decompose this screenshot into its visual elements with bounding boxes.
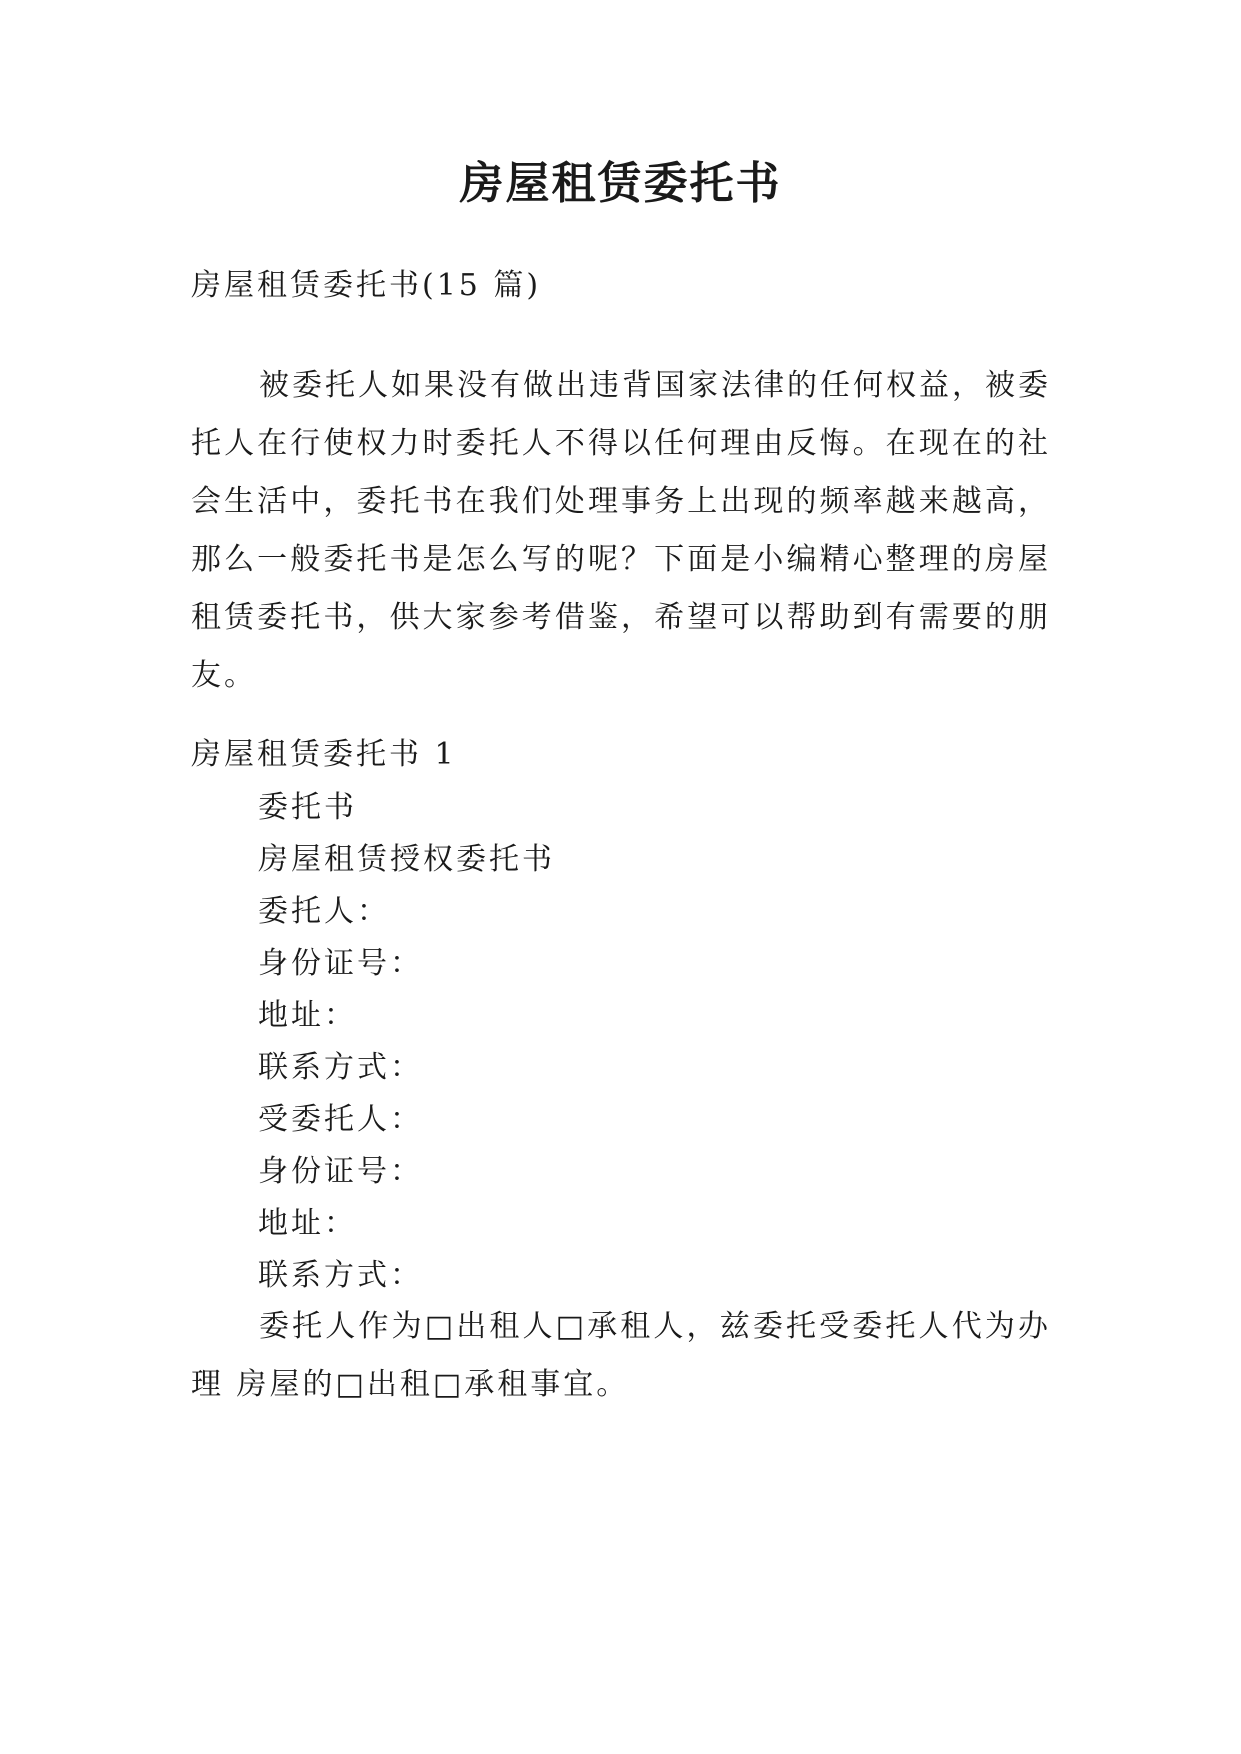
body-line-5: 地址： (258, 998, 357, 1033)
body-line-1: 委托书 (258, 790, 357, 825)
intro-paragraph: 被委托人如果没有做出违背国家法律的任何权益，被委托人在行使权力时委托人不得以任何理由反悔。在现在的社会生活中，委托书在我们处理事务上出现的频率越来越高，那么一般委托书是怎么写的呢？下面是小编精心整理的房屋租赁委托书，供大家参考借鉴，希望可以帮助到有需要的朋友。 (191, 368, 1051, 693)
body-line-8: 身份证号： (258, 1154, 423, 1189)
section-heading: 房屋租赁委托书 1 (191, 737, 457, 772)
closing-paragraph: 委托人作为□出租人□承租人，兹委托受委托人代为办理 房屋的□出租□承租事宜。 (191, 1309, 1051, 1402)
body-line-9: 地址： (258, 1206, 357, 1241)
body-line-3: 委托人： (258, 894, 390, 929)
body-line-10: 联系方式： (258, 1258, 423, 1293)
document-subtitle: 房屋租赁委托书(15 篇) (191, 268, 542, 303)
body-line-7: 受委托人： (258, 1102, 423, 1137)
body-line-2: 房屋租赁授权委托书 (258, 842, 555, 877)
body-line-4: 身份证号： (258, 946, 423, 981)
body-line-6: 联系方式： (258, 1050, 423, 1085)
document-title: 房屋租赁委托书 (459, 158, 782, 209)
